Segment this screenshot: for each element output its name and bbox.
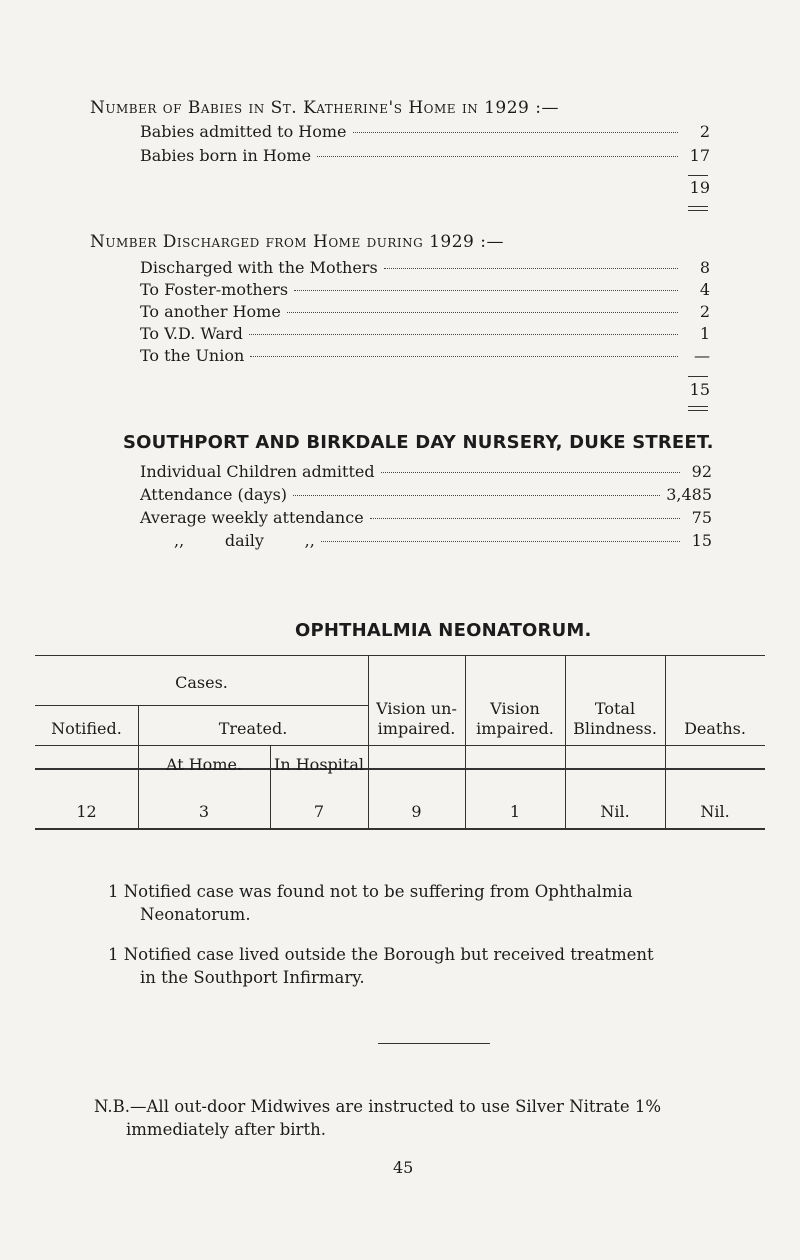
row-label: To V.D. Ward [140,324,243,343]
row-label: ,, daily ,, [174,531,315,550]
leader-dots [293,495,660,496]
header-vision-impaired: Vision [490,699,540,718]
ophthalmia-title: OPHTHALMIA NEONATORUM. [295,620,592,641]
nursery-row [140,485,712,504]
row-value: 2 [699,302,710,321]
header-at-home: At Home. [165,755,243,774]
total-double-rule [688,206,708,211]
value-total-blindness: Nil. [600,802,630,821]
leader-dots [370,518,680,519]
header-cases: Cases. [175,673,228,692]
leader-dots [317,156,678,157]
row-value: 75 [691,508,712,527]
note-line: in the Southport Infirmary. [140,968,365,987]
header-deaths: Deaths. [684,719,746,738]
nb-note [94,1095,764,1141]
leader-dots [381,472,680,473]
table-top-rule [35,655,765,656]
discharged-row [140,280,710,299]
nursery-row [140,508,712,527]
row-label: Babies born in Home [140,146,312,165]
value-deaths: Nil. [700,802,730,821]
leader-dots [249,334,678,335]
value-at-home: 3 [198,802,210,821]
row-value: 3,485 [666,485,712,504]
row-label: Discharged with the Mothers [140,258,378,277]
ophthalmia-table [35,655,765,774]
row-label: Babies admitted to Home [140,122,347,141]
header-bottom-rule [35,745,765,746]
discharged-row [140,258,710,277]
discharged-row [140,302,710,321]
cases-subrule [35,705,368,706]
ophthalmia-values [35,770,765,830]
row-value: 17 [689,146,710,165]
leader-dots [321,541,680,542]
discharged-row [140,346,710,365]
row-value: — [694,346,710,365]
note-line: 1 Notified case lived outside the Borough but received treatment [108,945,654,964]
leader-dots [384,268,678,269]
value-vision-impaired: 1 [509,802,521,821]
nursery-title: SOUTHPORT AND BIRKDALE DAY NURSERY, DUKE STREET. [123,432,714,453]
row-value: 15 [691,531,712,550]
header-vision-unimpaired: impaired. [377,719,456,738]
babies-admitted-row [140,122,710,141]
note-2 [108,943,748,989]
row-label: Attendance (days) [140,485,288,504]
value-in-hospital: 7 [313,802,325,821]
discharged-heading: Number Discharged from Home during 1929 :— [90,232,504,252]
nursery-row [140,531,712,550]
row-value: 8 [699,258,710,277]
value-vision-unimpaired: 9 [411,802,422,821]
nb-line: immediately after birth. [126,1120,326,1139]
row-label: To another Home [140,302,281,321]
leader-dots [287,312,678,313]
babies-total: 19 [689,178,710,197]
subtotal-rule [688,376,708,377]
row-label: Average weekly attendance [140,508,364,527]
note-1 [108,880,748,926]
note-line: Neonatorum. [140,905,251,924]
table-bottom-rule [35,828,765,830]
discharged-total: 15 [689,380,710,399]
separator-rule [378,1043,490,1044]
row-value: 2 [699,122,710,141]
header-in-hospital: In Hospital [274,755,364,774]
page-number: 45 [393,1158,414,1177]
leader-dots [250,356,678,357]
header-vision-impaired: impaired. [476,719,554,738]
leader-dots [353,132,678,133]
header-notified: Notified. [51,719,122,738]
header-total-blindness: Blindness. [573,719,657,738]
header-total-blindness: Total [594,699,636,718]
babies-heading: Number of Babies in St. Katherine's Home in 1929 :— [90,98,559,118]
babies-born-row [140,146,710,165]
row-value: 1 [699,324,710,343]
row-value: 92 [691,462,712,481]
nursery-row [140,462,712,481]
subtotal-rule [688,175,708,176]
header-vision-unimpaired: Vision un- [376,699,457,718]
value-notified: 12 [76,802,97,821]
row-label: Individual Children admitted [140,462,375,481]
header-treated: Treated. [218,719,288,738]
nb-line: N.B.—All out-door Midwives are instructed to use Silver Nitrate 1% [94,1097,662,1116]
discharged-row [140,324,710,343]
col-divider [665,655,666,770]
total-double-rule [688,406,708,411]
leader-dots [294,290,678,291]
note-line: 1 Notified case was found not to be suffering from Ophthalmia [108,882,633,901]
row-label: To Foster-mothers [140,280,289,299]
row-value: 4 [699,280,710,299]
row-label: To the Union [140,346,245,365]
